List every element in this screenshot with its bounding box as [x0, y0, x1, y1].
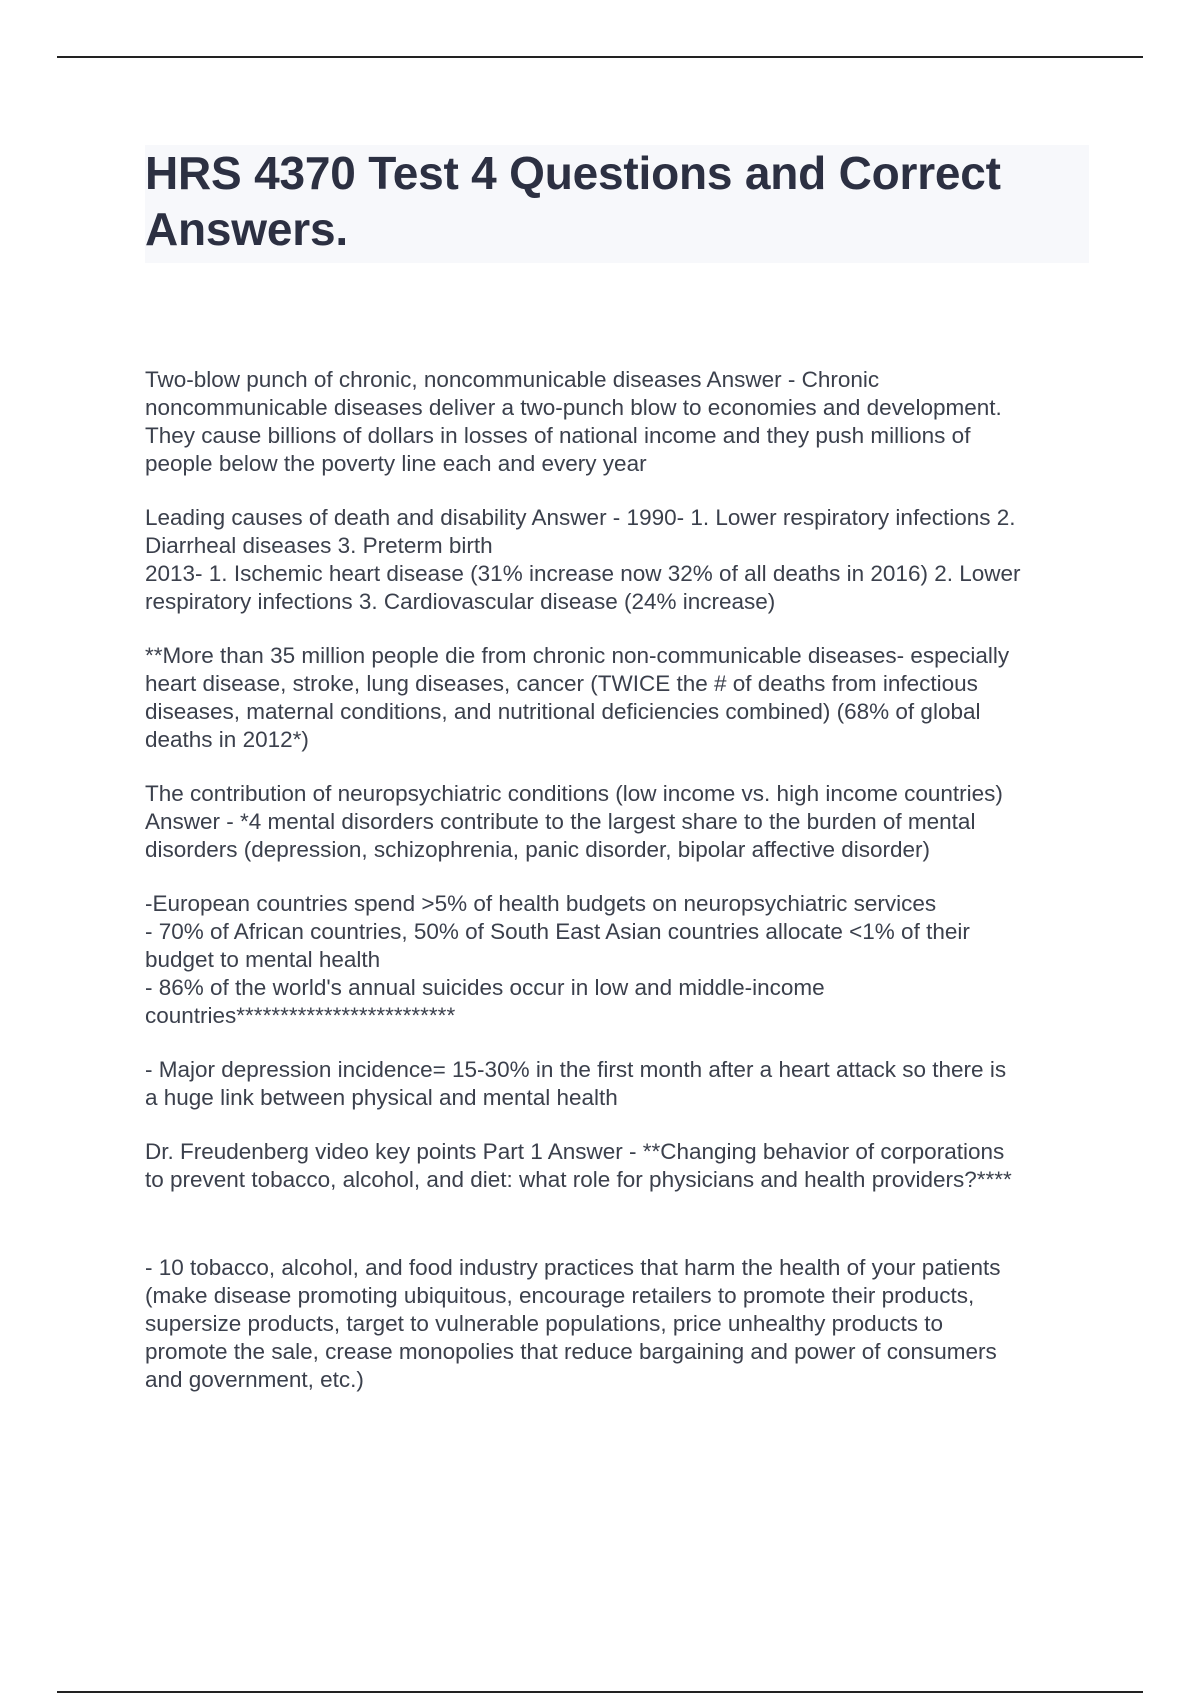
text-line: diseases, maternal conditions, and nutritional deficiencies combined) (68% of global — [145, 699, 981, 724]
text-line: people below the poverty line each and every year — [145, 451, 647, 476]
text-line: (make disease promoting ubiquitous, encourage retailers to promote their products, — [145, 1283, 975, 1308]
text-line: 2013- 1. Ischemic heart disease (31% increase now 32% of all deaths in 2016) 2. Lower — [145, 561, 1021, 586]
title-block — [145, 145, 1089, 263]
text-line: The contribution of neuropsychiatric conditions (low income vs. high income countries) — [145, 781, 1003, 806]
text-line: promote the sale, crease monopolies that reduce bargaining and power of consumers — [145, 1339, 997, 1364]
qa-paragraph-8 — [145, 1254, 1095, 1394]
text-line: respiratory infections 3. Cardiovascular disease (24% increase) — [145, 589, 776, 614]
text-line: - Major depression incidence= 15-30% in the first month after a heart attack so there is — [145, 1057, 1007, 1082]
text-line: Dr. Freudenberg video key points Part 1 Answer - **Changing behavior of corporations — [145, 1139, 1005, 1164]
title-line-2: Answers. — [145, 203, 348, 255]
text-line: **More than 35 million people die from chronic non-communicable diseases- especially — [145, 643, 1010, 668]
text-line: - 10 tobacco, alcohol, and food industry practices that harm the health of your patients — [145, 1255, 1001, 1280]
top-rule — [57, 56, 1143, 58]
qa-paragraph-4 — [145, 780, 1095, 864]
qa-paragraph-1 — [145, 366, 1095, 478]
document-title — [145, 145, 1089, 257]
qa-paragraph-3 — [145, 642, 1095, 754]
text-line: countries************************* — [145, 1003, 456, 1028]
text-line: heart disease, stroke, lung diseases, cancer (TWICE the # of deaths from infectious — [145, 671, 978, 696]
text-line: to prevent tobacco, alcohol, and diet: what role for physicians and health providers?**** — [145, 1167, 1012, 1192]
text-line: supersize products, target to vulnerable populations, price unhealthy products to — [145, 1311, 943, 1336]
qa-paragraph-2 — [145, 504, 1095, 616]
text-line: They cause billions of dollars in losses of national income and they push millions of — [145, 423, 971, 448]
document-body — [145, 366, 1095, 1420]
text-line: budget to mental health — [145, 947, 381, 972]
text-line: - 70% of African countries, 50% of South East Asian countries allocate <1% of their — [145, 919, 970, 944]
text-line: deaths in 2012*) — [145, 727, 309, 752]
text-line: -European countries spend >5% of health budgets on neuropsychiatric services — [145, 891, 937, 916]
text-line: - 86% of the world's annual suicides occur in low and middle-income — [145, 975, 825, 1000]
text-line: Diarrheal diseases 3. Preterm birth — [145, 533, 493, 558]
text-line: Leading causes of death and disability Answer - 1990- 1. Lower respiratory infections 2. — [145, 505, 1016, 530]
text-line: a huge link between physical and mental health — [145, 1085, 618, 1110]
text-line: Answer - *4 mental disorders contribute to the largest share to the burden of mental — [145, 809, 976, 834]
text-line: disorders (depression, schizophrenia, panic disorder, bipolar affective disorder) — [145, 837, 930, 862]
text-line: Two-blow punch of chronic, noncommunicable diseases Answer - Chronic — [145, 367, 880, 392]
qa-paragraph-7 — [145, 1138, 1095, 1194]
title-line-1: HRS 4370 Test 4 Questions and Correct — [145, 147, 1001, 199]
qa-paragraph-6 — [145, 1056, 1095, 1112]
text-line: noncommunicable diseases deliver a two-punch blow to economies and development. — [145, 395, 1002, 420]
bottom-rule — [57, 1691, 1143, 1693]
qa-paragraph-5 — [145, 890, 1095, 1030]
text-line: and government, etc.) — [145, 1367, 364, 1392]
